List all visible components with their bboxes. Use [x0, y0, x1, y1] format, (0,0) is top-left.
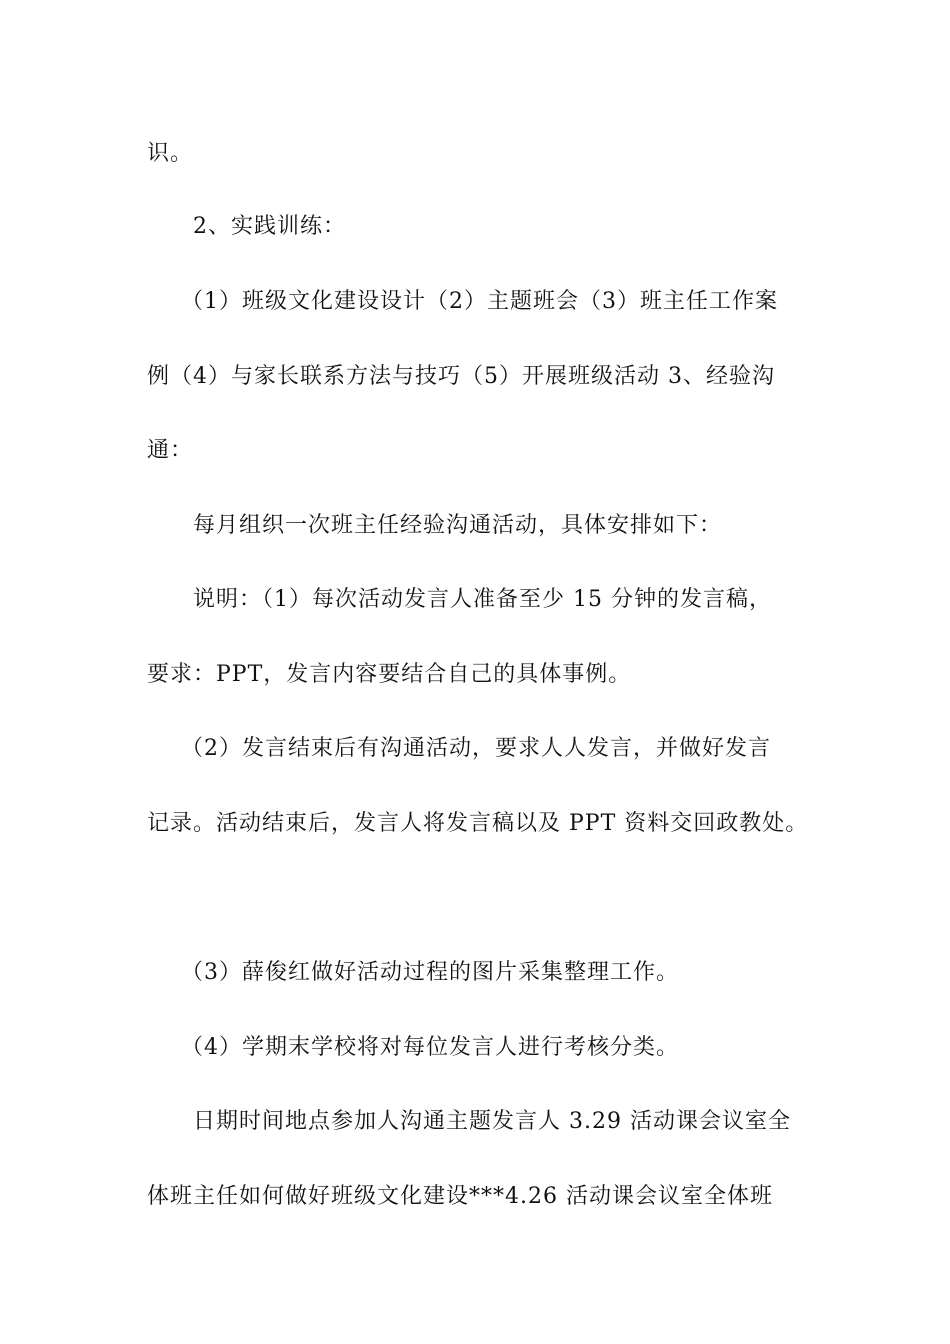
text-line: （4）学期末学校将对每位发言人进行考核分类。 — [181, 1035, 679, 1060]
text-line: 日期时间地点参加人沟通主题发言人 3.29 活动课会议室全 — [193, 1109, 791, 1134]
text-line: 每月组织一次班主任经验沟通活动，具体安排如下： — [193, 513, 723, 538]
text-line: （2）发言结束后有沟通活动，要求人人发言，并做好发言 — [181, 736, 771, 761]
text-line: 说明：（1）每次活动发言人准备至少 15 分钟的发言稿， — [193, 587, 772, 612]
text-line: 例（4）与家长联系方法与技巧（5）开展班级活动 3、经验沟 — [147, 364, 775, 389]
text-line: （1）班级文化建设设计（2）主题班会（3）班主任工作案 — [181, 289, 778, 314]
text-line: 2、实践训练： — [193, 214, 346, 239]
text-line: 通： — [147, 438, 194, 463]
text-line: （3）薛俊红做好活动过程的图片采集整理工作。 — [181, 960, 679, 985]
text-line: 要求：PPT，发言内容要结合自己的具体事例。 — [147, 662, 632, 687]
text-line: 体班主任如何做好班级文化建设***4.26 活动课会议室全体班 — [147, 1184, 773, 1209]
text-line: 识。 — [147, 141, 194, 166]
text-line: 记录。活动结束后，发言人将发言稿以及 PPT 资料交回政教处。 — [147, 811, 809, 836]
